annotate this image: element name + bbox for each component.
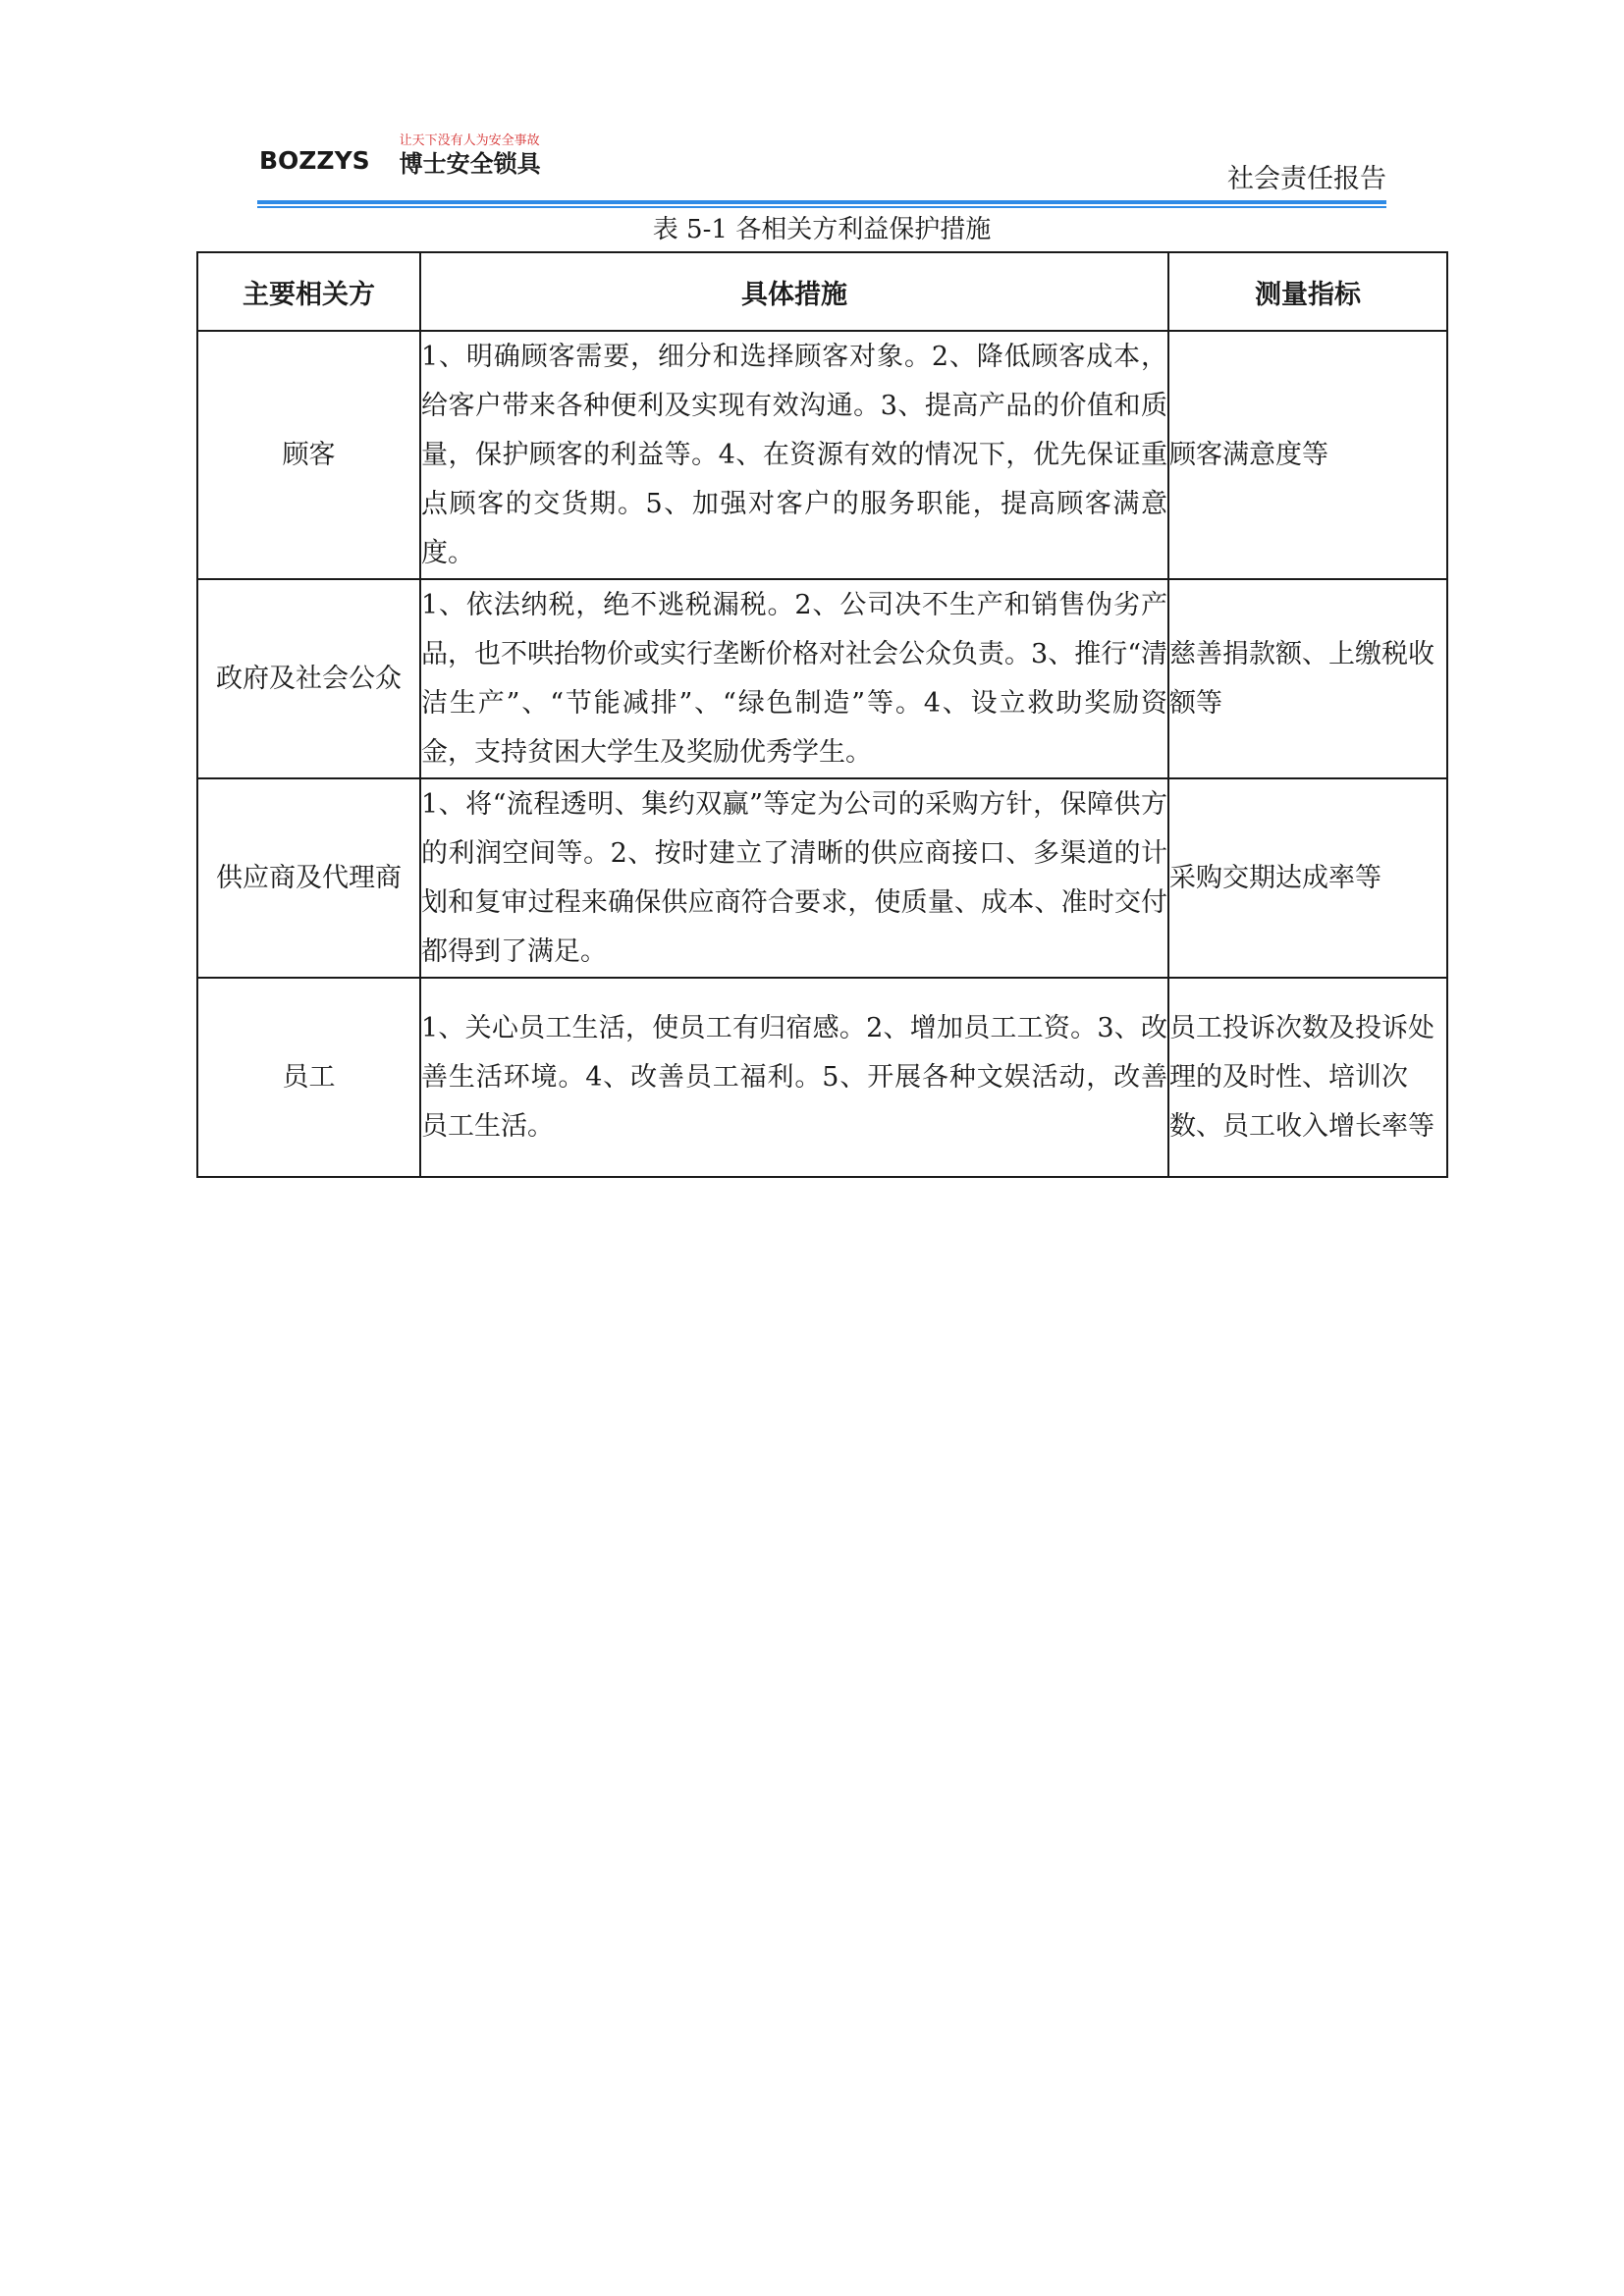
logo-slogan: 让天下没有人为安全事故: [399, 133, 540, 148]
column-header-measures: 具体措施: [420, 252, 1168, 331]
party-cell: 员工: [197, 978, 420, 1177]
measures-cell: 1、将“流程透明、集约双赢”等定为公司的采购方针，保障供方的利润空间等。2、按时建立了清晰的供应商接口、多渠道的计划和复审过程来确保供应商符合要求，使质量、成本、准时交付都得到了满足。: [420, 778, 1168, 978]
table-row: [197, 778, 1447, 978]
report-title: 社会责任报告: [1227, 164, 1386, 194]
header-rule: [257, 200, 1386, 204]
party-cell: 供应商及代理商: [197, 778, 420, 978]
column-header-metric: 测量指标: [1168, 252, 1447, 331]
table-caption: 表 5-1 各相关方利益保护措施: [652, 215, 992, 244]
company-logo: [259, 133, 541, 179]
measures-cell: 1、依法纳税，绝不逃税漏税。2、公司决不生产和销售伪劣产品，也不哄抬物价或实行垄断价格对社会公众负责。3、推行“清洁生产”、“节能减排”、“绿色制造”等。4、设立救助奖励资金，支持贫困大学生及奖励优秀学生。: [420, 579, 1168, 778]
measures-cell: 1、明确顾客需要，细分和选择顾客对象。2、降低顾客成本，给客户带来各种便利及实现有效沟通。3、提高产品的价值和质量，保护顾客的利益等。4、在资源有效的情况下，优先保证重点顾客的交货期。5、加强对客户的服务职能，提高顾客满意度。: [420, 331, 1168, 579]
table-header-row: [197, 252, 1447, 331]
logo-name: 博士安全锁具: [399, 150, 541, 178]
metric-cell: 慈善捐款额、上缴税收额等: [1168, 579, 1447, 778]
column-header-party: 主要相关方: [197, 252, 420, 331]
page-header: [257, 128, 1386, 206]
logo-text: [400, 133, 541, 179]
logo-mark: BOZZYS: [259, 145, 370, 175]
table-row: [197, 579, 1447, 778]
party-cell: 政府及社会公众: [197, 579, 420, 778]
table-row: [197, 331, 1447, 579]
party-cell: 顾客: [197, 331, 420, 579]
metric-cell: 员工投诉次数及投诉处理的及时性、培训次数、员工收入增长率等: [1168, 978, 1447, 1177]
table-row: [197, 978, 1447, 1177]
stakeholder-table: [196, 251, 1448, 1178]
metric-cell: 采购交期达成率等: [1168, 778, 1447, 978]
header-rule-thin: [257, 206, 1386, 208]
metric-cell: 顾客满意度等: [1168, 331, 1447, 579]
measures-cell: 1、关心员工生活，使员工有归宿感。2、增加员工工资。3、改善生活环境。4、改善员工福利。5、开展各种文娱活动，改善员工生活。: [420, 978, 1168, 1177]
